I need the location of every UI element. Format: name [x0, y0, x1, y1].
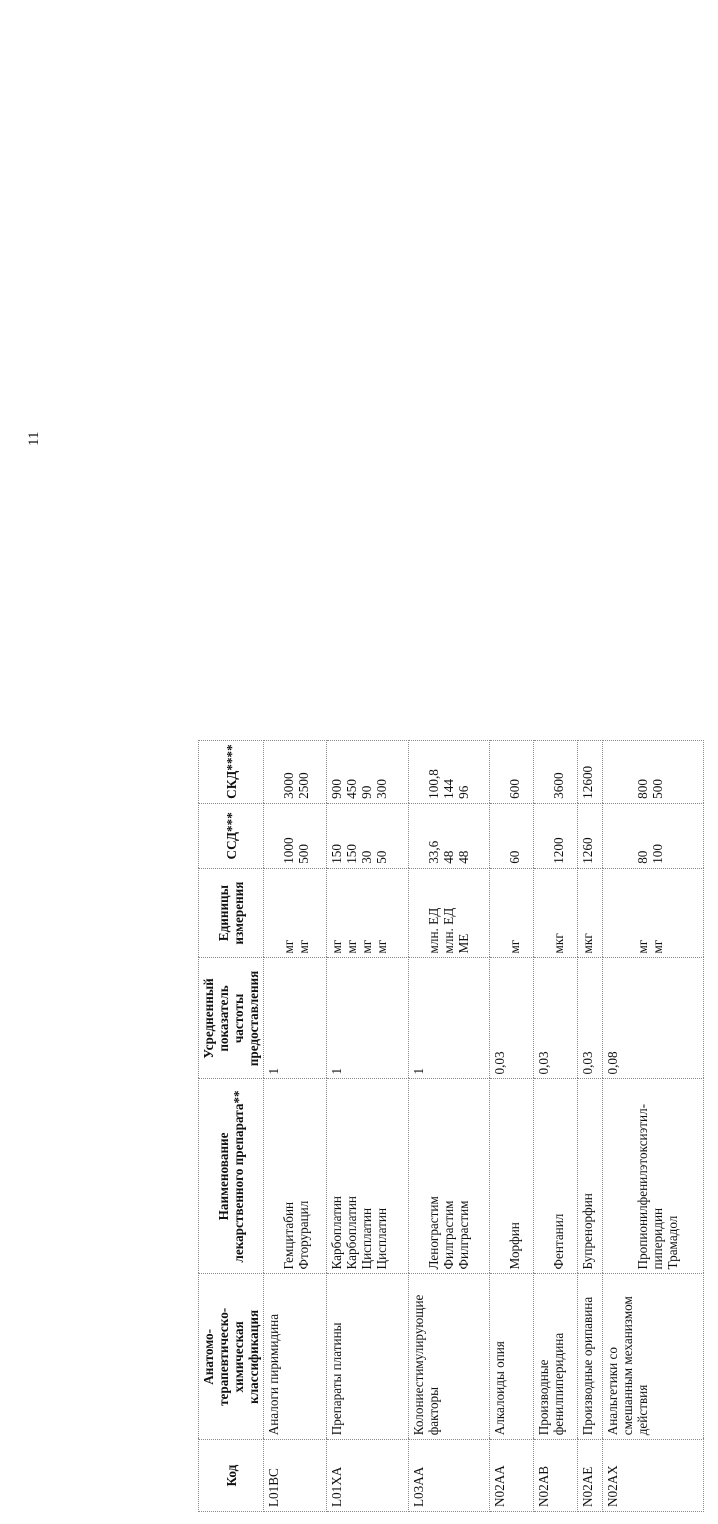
row-atc: Производные фенилпиперидина [534, 1274, 578, 1440]
row-drugs: Фентанил [534, 1079, 578, 1274]
row-frequency: 1 [326, 958, 408, 1079]
row-atc: Препараты платины [326, 1274, 408, 1440]
row-atc: Аналоги пиримидина [264, 1274, 327, 1440]
row-atc: Производные орипавина [578, 1274, 603, 1440]
table-row [408, 741, 490, 1512]
row-ssd: 1000 500 [264, 803, 327, 868]
row-code: N02AB [534, 1440, 578, 1512]
row-units: мг мг [603, 868, 704, 958]
header-frequency: Усредненный показатель частоты предоставления [199, 958, 264, 1079]
header-code: Код [199, 1440, 264, 1512]
row-skd: 3600 [534, 741, 578, 804]
table-row [578, 741, 603, 1512]
row-units: мг [490, 868, 534, 958]
row-drugs: Карбоплатин Карбоплатин Цисплатин Цисплатин [326, 1079, 408, 1274]
row-ssd: 1260 [578, 803, 603, 868]
row-skd: 3000 2500 [264, 741, 327, 804]
row-drugs: Бупренорфин [578, 1079, 603, 1274]
row-frequency: 1 [408, 958, 490, 1079]
header-units: Единицы измерения [199, 868, 264, 958]
row-frequency: 1 [264, 958, 327, 1079]
row-drugs: Морфин [490, 1079, 534, 1274]
table-header-row [199, 741, 264, 1512]
row-units: мкг [534, 868, 578, 958]
row-units: мг мг мг мг [326, 868, 408, 958]
row-skd: 12600 [578, 741, 603, 804]
row-units: мг мг [264, 868, 327, 958]
page-number: 11 [26, 431, 42, 446]
row-ssd: 60 [490, 803, 534, 868]
row-atc: Колониестимулирующие факторы [408, 1274, 490, 1440]
row-ssd: 33,6 48 48 [408, 803, 490, 868]
row-frequency: 0,03 [534, 958, 578, 1079]
row-drugs: Пропионилфенилэтоксиэтил-пиперидин Трамадол [603, 1079, 704, 1274]
rotated-page [198, 724, 718, 1524]
table-row [490, 741, 534, 1512]
row-units: мкг [578, 868, 603, 958]
row-drugs: Гемцитабин Фторурацил [264, 1079, 327, 1274]
row-skd: 900 450 90 300 [326, 741, 408, 804]
row-ssd: 80 100 [603, 803, 704, 868]
row-code: N02AX [603, 1440, 704, 1512]
row-code: L03AA [408, 1440, 490, 1512]
row-atc: Алкалоиды опия [490, 1274, 534, 1440]
row-skd: 600 [490, 741, 534, 804]
row-skd: 100,8 144 96 [408, 741, 490, 804]
row-frequency: 0,03 [578, 958, 603, 1079]
header-drug: Наименование лекарственного препарата** [199, 1079, 264, 1274]
header-ssd: ССД*** [199, 803, 264, 868]
table-row [264, 741, 327, 1512]
table-row [326, 741, 408, 1512]
row-code: N02AA [490, 1440, 534, 1512]
row-ssd: 1200 [534, 803, 578, 868]
row-code: L01BC [264, 1440, 327, 1512]
row-code: N02AE [578, 1440, 603, 1512]
row-code: L01XA [326, 1440, 408, 1512]
row-ssd: 150 150 30 50 [326, 803, 408, 868]
row-frequency: 0,03 [490, 958, 534, 1079]
drug-table [198, 740, 704, 1512]
row-atc: Анальгетики со смешанным механизмом действия [603, 1274, 704, 1440]
row-units: млн. ЕД млн. ЕД МЕ [408, 868, 490, 958]
table-row [534, 741, 578, 1512]
header-skd: СКД**** [199, 741, 264, 804]
row-drugs: Ленограстим Филграстим Филграстим [408, 1079, 490, 1274]
row-frequency: 0,08 [603, 958, 704, 1079]
table-row [603, 741, 704, 1512]
row-skd: 800 500 [603, 741, 704, 804]
header-atc: Анатомо- терапевтическо- химическая классификация [199, 1274, 264, 1440]
